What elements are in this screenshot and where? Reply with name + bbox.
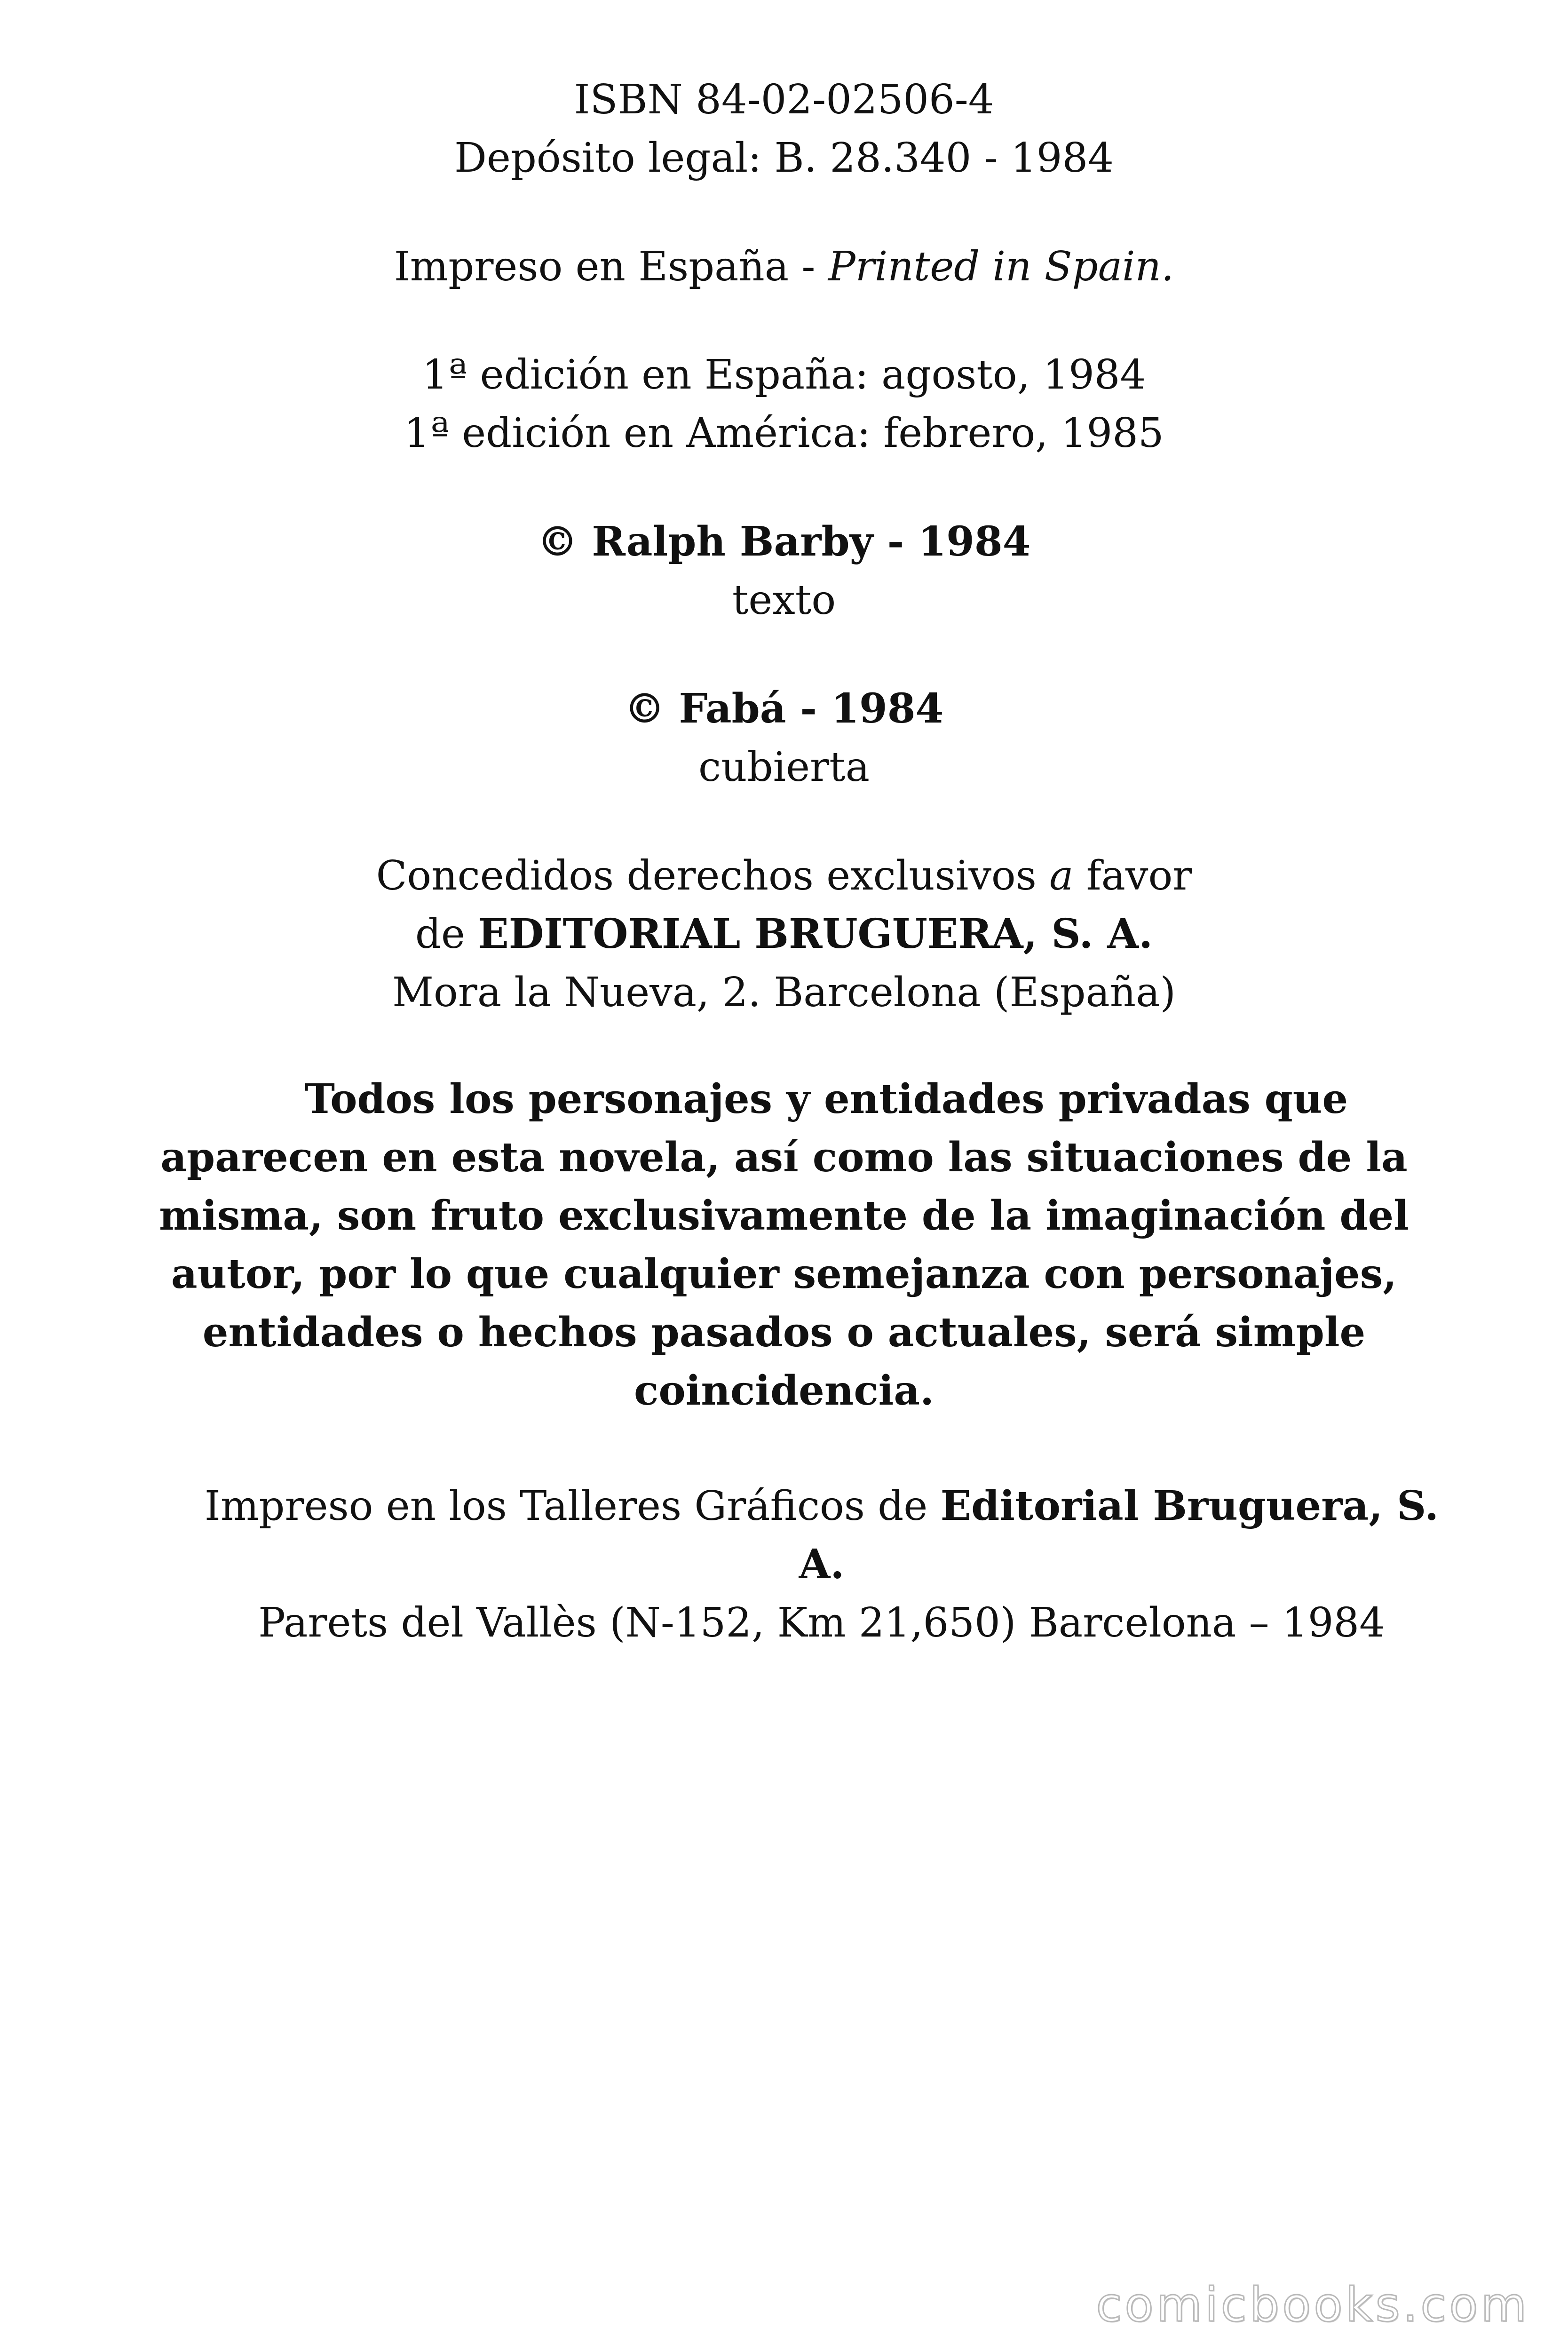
isbn-number: ISBN 84-02-02506-4 <box>574 76 994 123</box>
printer-name-continued: A. <box>799 1541 845 1588</box>
printer-line-1 <box>155 1477 1488 1535</box>
author-copyright-block <box>0 513 1568 629</box>
author-copyright-role: texto <box>732 577 836 624</box>
rights-text-b: favor <box>1073 852 1192 899</box>
author-copyright: © Ralph Barby - 1984 <box>537 518 1031 565</box>
disclaimer-line: misma, son fruto exclusivamente de la imaginación del <box>159 1192 1409 1240</box>
publisher-name: EDITORIAL BRUGUERA, S. A. <box>478 910 1153 958</box>
legal-deposit: Depósito legal: B. 28.340 - 1984 <box>454 135 1114 182</box>
printer-text: Impreso en los Talleres Gráficos de <box>204 1483 941 1530</box>
fiction-disclaimer <box>141 1070 1427 1420</box>
edition-spain: 1ª edición en España: agosto, 1984 <box>422 351 1146 398</box>
publisher-address: Mora la Nueva, 2. Barcelona (España) <box>392 969 1176 1016</box>
editions-block <box>0 346 1568 462</box>
site-watermark: comicbooks.com <box>1096 2277 1529 2332</box>
printer-block <box>155 1477 1488 1652</box>
rights-line-1 <box>0 847 1568 905</box>
printer-name: Editorial Bruguera, S. <box>940 1482 1439 1530</box>
disclaimer-line: autor, por lo que cualquier semejanza con personajes, <box>171 1250 1397 1298</box>
cover-copyright: © Fabá - 1984 <box>624 685 944 732</box>
disclaimer-line: aparecen en esta novela, así como las situaciones de la <box>160 1134 1408 1181</box>
printed-in-block <box>0 238 1568 296</box>
isbn-block <box>0 71 1568 187</box>
disclaimer-line: entidades o hechos pasados o actuales, será simple <box>202 1309 1366 1356</box>
rights-block <box>0 847 1568 1022</box>
rights-text-a: Concedidos derechos exclusivos <box>376 852 1050 899</box>
cover-copyright-role: cubierta <box>698 744 870 791</box>
rights-italic: a <box>1049 852 1074 899</box>
printed-in-english: Printed in Spain. <box>828 243 1174 290</box>
rights-line-2 <box>0 905 1568 963</box>
disclaimer-line: coincidencia. <box>634 1367 934 1414</box>
printer-address: Parets del Vallès (N-152, Km 21,650) Barcelona – 1984 <box>258 1599 1385 1646</box>
cover-copyright-block <box>0 680 1568 796</box>
edition-america: 1ª edición en América: febrero, 1985 <box>404 410 1164 457</box>
printed-in-line <box>0 238 1568 296</box>
printed-in-spanish: Impreso en España - <box>394 243 828 290</box>
disclaimer-line: Todos los personajes y entidades privadas que <box>304 1075 1348 1123</box>
rights-de: de <box>415 911 478 958</box>
